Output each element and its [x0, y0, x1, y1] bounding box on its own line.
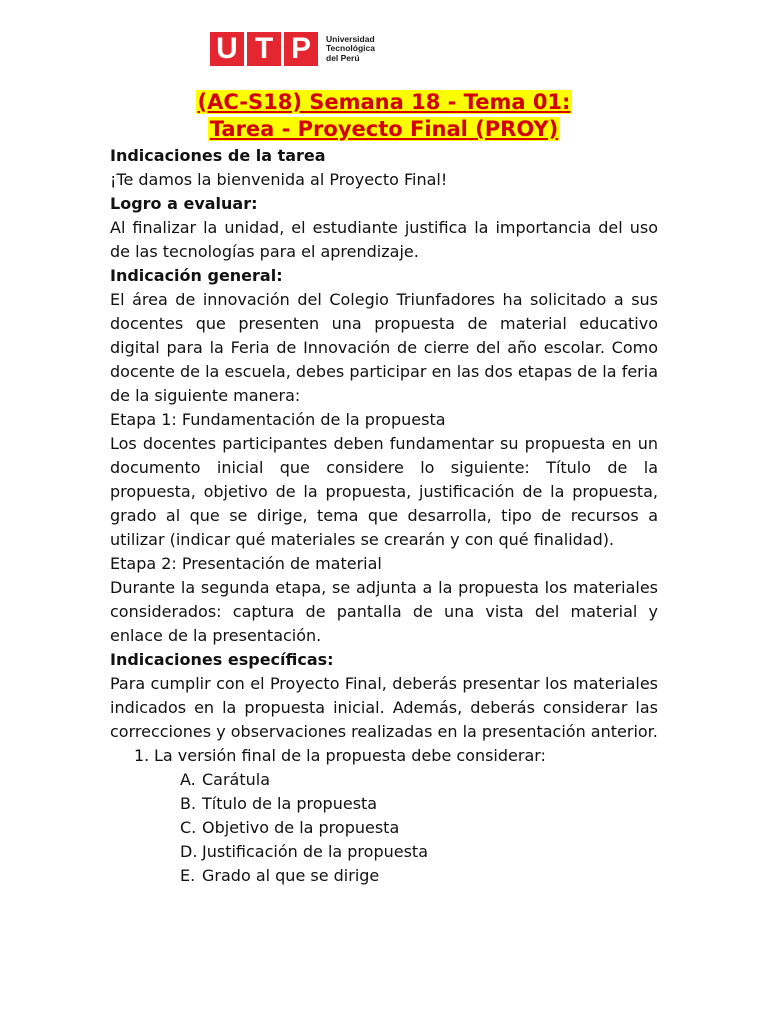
logo-text-line-2: Tecnológica: [326, 43, 375, 54]
heading-general: Indicación general:: [110, 266, 283, 285]
logo-letter-u: U: [210, 32, 244, 66]
general-paragraph: El área de innovación del Colegio Triunfadores ha solicitado a sus docentes que presenten una propuesta de material educativo digital para la Feria de Innovación de cierre del año escolar. Como docente de la escuela, debes participar en las dos etapas de la feria de la siguiente manera:: [110, 290, 658, 405]
sub-list-letter: C.: [180, 818, 197, 837]
sub-list-letter: B.: [180, 794, 197, 813]
sub-list-text: Justificación de la propuesta: [202, 842, 428, 861]
welcome-text: ¡Te damos la bienvenida al Proyecto Final!: [110, 170, 448, 189]
document-body: [110, 144, 658, 888]
sub-list-letter: E.: [180, 866, 196, 885]
list-item: [110, 744, 658, 768]
logo-text-line-1: Universidad: [326, 33, 375, 44]
sub-list-text: Grado al que se dirige: [202, 866, 380, 885]
utp-logo: [210, 32, 375, 66]
logo-university-name: [326, 35, 375, 64]
logo-letters: [210, 32, 321, 66]
heading-indicaciones: Indicaciones de la tarea: [110, 146, 326, 165]
logro-paragraph: Al finalizar la unidad, el estudiante justifica la importancia del uso de las tecnologías para el aprendizaje.: [110, 218, 658, 261]
heading-especificas: Indicaciones específicas:: [110, 650, 334, 669]
logo-letter-t: T: [247, 32, 281, 66]
sub-list-letter: A.: [180, 770, 196, 789]
sub-list-item: [110, 768, 658, 792]
sub-list-item: [110, 792, 658, 816]
sub-list-item: [110, 816, 658, 840]
heading-logro: Logro a evaluar:: [110, 194, 258, 213]
sub-list-item: [110, 840, 658, 864]
sub-list-letter: D.: [180, 842, 198, 861]
title-line-1-text: (AC-S18) Semana 18 - Tema 01:: [197, 90, 571, 114]
sub-list-text: Título de la propuesta: [202, 794, 378, 813]
sub-list-text: Objetivo de la propuesta: [202, 818, 400, 837]
etapa1-title: Etapa 1: Fundamentación de la propuesta: [110, 410, 446, 429]
list-item-text: La versión final de la propuesta debe considerar:: [154, 746, 546, 765]
logo-letter-p: P: [284, 32, 318, 66]
list-item-number: 1.: [134, 746, 150, 765]
etapa2-title: Etapa 2: Presentación de material: [110, 554, 382, 573]
sub-list-item: [110, 864, 658, 888]
sub-list-text: Carátula: [202, 770, 271, 789]
logo-text-line-3: del Perú: [326, 52, 360, 63]
page-title-line-2: [0, 115, 768, 143]
especificas-paragraph: Para cumplir con el Proyecto Final, deberás presentar los materiales indicados en la propuesta inicial. Además, deberás considerar las correcciones y observaciones realizadas en la presentación anterior.: [110, 674, 658, 741]
numbered-list: [110, 744, 658, 888]
title-line-2-text: Tarea - Proyecto Final (PROY): [209, 117, 559, 141]
etapa2-paragraph: Durante la segunda etapa, se adjunta a la propuesta los materiales considerados: captura de pantalla de una vista del material y enlace de la presentación.: [110, 578, 658, 645]
etapa1-paragraph: Los docentes participantes deben fundamentar su propuesta en un documento inicial que considere lo siguiente: Título de la propuesta, objetivo de la propuesta, justificación de la propuesta, grado al que se dirige, tema que desarrolla, tipo de recursos a utilizar (indicar qué materiales se crearán y con qué finalidad).: [110, 434, 658, 549]
page-title-line-1: [0, 88, 768, 116]
